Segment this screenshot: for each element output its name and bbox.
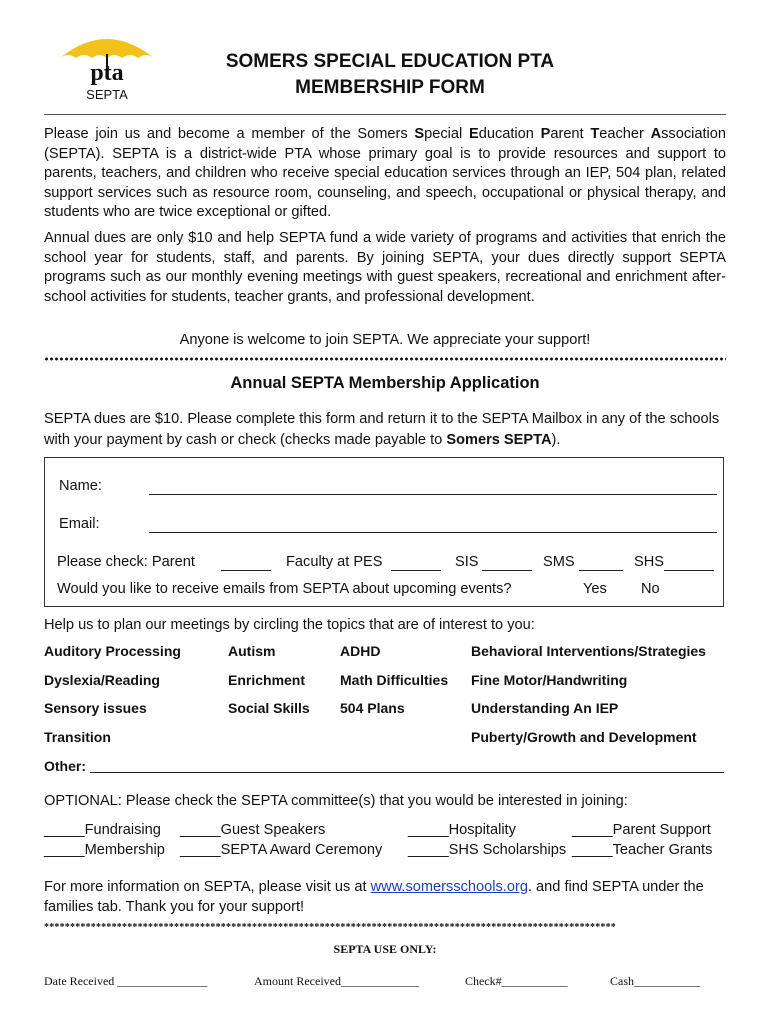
check-shs-field[interactable] — [664, 570, 714, 571]
topic-item[interactable]: Transition — [44, 729, 111, 745]
logo-septa: SEPTA — [86, 87, 128, 102]
name-field[interactable] — [149, 494, 717, 495]
page-title-line2: MEMBERSHIP FORM — [295, 77, 485, 98]
page-title-line1: SOMERS SPECIAL EDUCATION PTA — [225, 51, 555, 72]
topic-item[interactable]: Dyslexia/Reading — [44, 672, 160, 688]
check-sms-label: SMS — [543, 554, 575, 570]
committee-option[interactable]: _____SHS Scholarships — [408, 842, 567, 858]
check-sms-field[interactable] — [579, 570, 623, 571]
website-link[interactable]: www.somersschools.org — [370, 879, 528, 895]
email-label: Email: — [59, 516, 100, 532]
topics-prompt: Help us to plan our meetings by circling the topics that are of interest to you: — [44, 617, 535, 633]
amount-received: Amount Received_____________ — [254, 974, 419, 988]
topic-item[interactable]: 504 Plans — [340, 700, 405, 716]
check-number: Check#___________ — [465, 974, 568, 988]
check-faculty-field[interactable] — [391, 570, 441, 571]
committee-option[interactable]: _____SEPTA Award Ceremony — [180, 842, 383, 858]
check-sis-field[interactable] — [482, 570, 532, 571]
septa-use-only: SEPTA USE ONLY: — [333, 942, 437, 956]
committee-option[interactable]: _____Fundraising — [44, 822, 161, 838]
intro-paragraph-2: Annual dues are only $10 and help SEPTA fund a wide variety of programs and activities that enrich the school year for students, staff, and parents. By joining SEPTA, your dues directly support SEPTA programs such as our monthly evening meetings with guest speakers, recreational and enrichment after-school activities for students, teacher grants, and professional development. — [44, 230, 726, 305]
check-faculty-label: Faculty at PES — [286, 554, 383, 570]
dotted-divider — [44, 356, 726, 362]
other-label: Other: — [44, 758, 86, 774]
septa-logo — [52, 28, 162, 108]
logo-pta: pta — [90, 60, 124, 86]
header-divider — [44, 114, 726, 115]
stars-divider: ************************************************************************************************************** — [44, 922, 616, 933]
topic-item[interactable]: Behavioral Interventions/Strategies — [471, 643, 706, 659]
emails-no-option[interactable]: No — [641, 581, 660, 597]
dues-instructions: SEPTA dues are $10. Please complete this form and return it to the SEPTA Mailbox in any of the schools with your payment by cash or check (checks made payable to Somers SEPTA). — [44, 411, 720, 448]
check-parent-field[interactable] — [221, 570, 271, 571]
committee-option[interactable]: _____Membership — [44, 842, 165, 858]
topic-item[interactable]: Math Difficulties — [340, 672, 449, 688]
topic-item[interactable]: Social Skills — [228, 700, 310, 716]
emails-question: Would you like to receive emails from SEPTA about upcoming events? — [57, 581, 512, 597]
topic-item[interactable]: Fine Motor/Handwriting — [471, 672, 628, 688]
topic-item[interactable]: Puberty/Growth and Development — [471, 729, 697, 745]
topic-item[interactable]: Auditory Processing — [44, 643, 181, 659]
topic-item[interactable]: Autism — [228, 643, 276, 659]
committee-option[interactable]: _____Teacher Grants — [572, 842, 713, 858]
check-shs-label: SHS — [634, 554, 665, 570]
intro-paragraph-1: Please join us and become a member of the Somers Special Education Parent Teacher Association (SEPTA). SEPTA is a district-wide PTA whose primary goal is to provide resources and support to parents, teachers, and children who receive special education services through an IEP, 504 plan, related support services such as resource room, counseling, and speech, occupational or physical therapy, and students who are twice exceptional or gifted. — [44, 126, 727, 220]
committee-option[interactable]: _____Hospitality — [408, 822, 516, 838]
date-received: Date Received _______________ — [44, 974, 208, 988]
topic-item[interactable]: Enrichment — [228, 672, 306, 688]
name-label: Name: — [59, 478, 102, 494]
topic-item[interactable]: Sensory issues — [44, 700, 147, 716]
application-box — [44, 457, 724, 607]
check-parent-label: Please check: Parent — [57, 554, 195, 570]
more-info-text: For more information on SEPTA, please visit us at www.somersschools.org. and find SEPTA under the families tab. Thank you for your support! — [44, 879, 704, 915]
other-field[interactable] — [90, 772, 724, 773]
application-title: Annual SEPTA Membership Application — [230, 374, 540, 392]
emails-yes-option[interactable]: Yes — [583, 581, 607, 597]
check-sis-label: SIS — [455, 554, 479, 570]
topic-item[interactable]: Understanding An IEP — [471, 700, 619, 716]
intro-paragraph-3: Anyone is welcome to join SEPTA. We appreciate your support! — [179, 332, 591, 348]
committees-prompt: OPTIONAL: Please check the SEPTA committee(s) that you would be interested in joining: — [44, 793, 628, 809]
topic-item[interactable]: ADHD — [340, 643, 381, 659]
email-field[interactable] — [149, 532, 717, 533]
committee-option[interactable]: _____Guest Speakers — [180, 822, 326, 838]
committee-option[interactable]: _____Parent Support — [572, 822, 711, 838]
cash: Cash___________ — [610, 974, 700, 988]
